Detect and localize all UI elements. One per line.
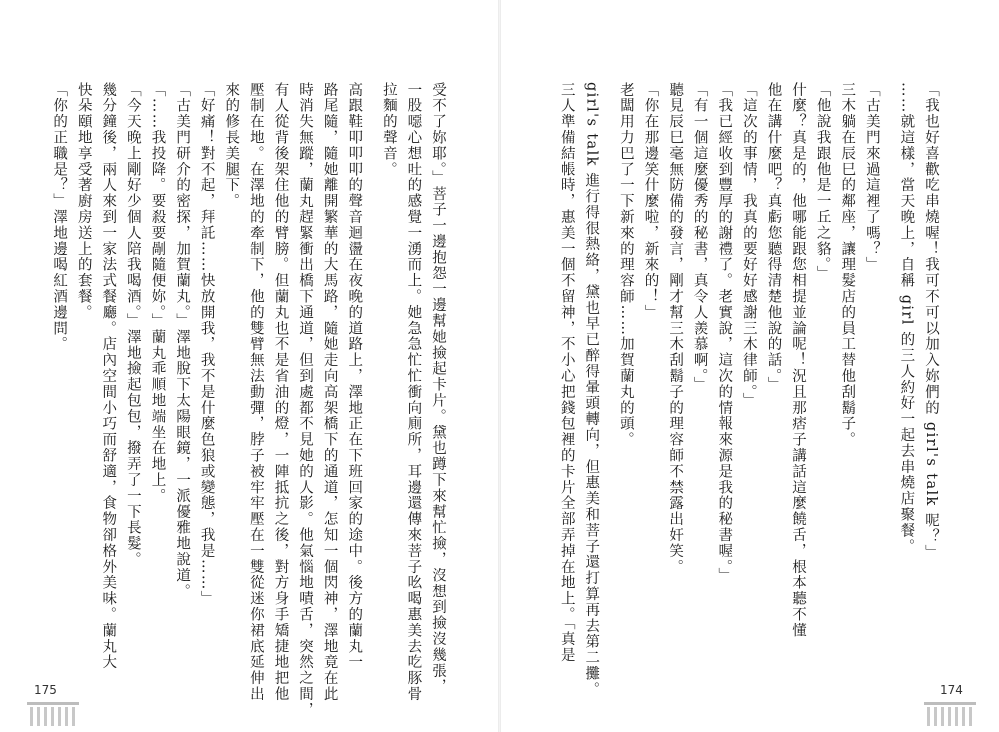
text-line: 他在講什麼吧？真虧您聽得清楚他說的話。」: [765, 82, 782, 393]
text-line: 「古美門研介的密探，加賀蘭丸。」澤地脫下太陽眼鏡，一派優雅地說道。: [174, 82, 191, 600]
text-line: 高跟鞋叩叩叩的聲音迴盪在夜晚的道路上，澤地正在下班回家的途中。後方的蘭丸一: [346, 82, 363, 671]
text-line: 拉麵的聲音。: [380, 82, 397, 178]
text-line: girl's talk 進行得很熱絡，黛也早已醉得暈頭轉向，但惠美和菩子還打算再去第二攤。: [583, 82, 600, 698]
text-line: 「我也好喜歡吃串燒喔！我可不可以加入妳們的 girl's talk 呢？」: [923, 82, 939, 561]
text-line: 受不了妳耶。」菩子一邊抱怨一邊幫她撿起卡片。黛也蹲下來幫忙撿，沒想到撿沒幾張，: [430, 82, 446, 695]
text-line: 「今天晚上剛好少個人陪我喝酒。」澤地撿起包包，撥弄了一下長髮。: [124, 82, 141, 568]
text-line: 「古美門來過這裡了嗎？」: [863, 82, 880, 273]
text-line: 聽見辰巳毫無防備的發言，剛才幫三木刮鬍子的理容師不禁露出奸笑。: [667, 82, 684, 575]
page-number: 174: [940, 683, 963, 697]
column-ornament-icon: [27, 700, 79, 728]
text-line: 路尾隨，隨她離開繁華的大馬路，隨她走向高架橋下的通道，怎知一個閃神，澤地竟在此: [321, 82, 338, 703]
text-line: 「好痛！對不起，拜託……快放開我，我不是什麼色狼或變態，我是……」: [198, 82, 215, 607]
text-line: 「他說我跟他是一丘之貉。」: [814, 82, 831, 282]
text-line: 老闆用力巴了一下新來的理容師……加賀蘭丸的頭。: [617, 82, 634, 448]
text-line: 「這次的事情，我真的要好好感謝三木律師。」: [740, 82, 757, 409]
right-page-text: [558, 82, 943, 698]
paragraph-break: [366, 82, 376, 672]
right-page: [500, 0, 999, 732]
text-line: 「你的正職是？」澤地邊喝紅酒邊問。: [51, 82, 68, 353]
column-ornament-icon: [924, 700, 976, 728]
paragraph-break: [603, 82, 613, 672]
text-line: 三人準備結帳時，惠美一個不留神，不小心把錢包裡的卡片全部弄掉在地上。「真是: [558, 82, 575, 664]
page-number: 175: [34, 683, 57, 697]
left-page-text: [51, 82, 450, 718]
text-line: 幾分鐘後，兩人來到一家法式餐廳。店內空間小巧而舒適，食物卻格外美味。蘭丸大: [100, 82, 117, 671]
text-line: 「我已經收到豐厚的謝禮了。老實說，這次的情報來源是我的秘書喔。」: [716, 82, 733, 584]
text-line: 來的修長美腿下。: [223, 82, 240, 210]
text-line: 什麼？真是的，他哪能跟您相提並論呢！況且那痞子講話這麼饒舌，根本聽不懂: [790, 82, 807, 639]
text-line: 「有一個這麼優秀的秘書，真令人羨慕啊。」: [691, 82, 708, 393]
text-line: 一股噁心想吐的感覺一湧而上。她急急忙忙衝向廁所，耳邊還傳來菩子吆喝惠美去吃豚骨: [405, 82, 422, 703]
text-line: 「你在那邊笑什麼啦，新來的！」: [642, 82, 659, 321]
text-line: 有人從背後架住他的臂膀。但蘭丸也不是省油的燈，一陣抵抗之後，對方身手矯捷地把他: [272, 82, 289, 703]
paragraph-break: [884, 82, 894, 672]
text-line: 時消失無蹤，蘭丸趕緊衝出橋下通道，但到處都不見她的人影。他氣惱地嘖舌，突然之間，: [297, 82, 314, 718]
left-page: [0, 0, 499, 732]
text-line: 「……我投降。要殺要剮隨便妳。」蘭丸乖順地端坐在地上。: [149, 82, 166, 505]
text-line: 壓制在地。在澤地的牽制下，他的雙臂無法動彈，脖子被牢牢壓在一雙從迷你裙底延伸出: [247, 82, 264, 703]
text-line: 三木躺在辰巳的鄰座，讓理髮店的員工替他刮鬍子。: [839, 82, 856, 448]
text-line: ……就這樣，當天晚上，自稱 girl 的三人約好一起去串燒店聚餐。: [898, 82, 915, 555]
text-line: 快朵頤地享受著廚房送上的套餐。: [75, 82, 92, 321]
